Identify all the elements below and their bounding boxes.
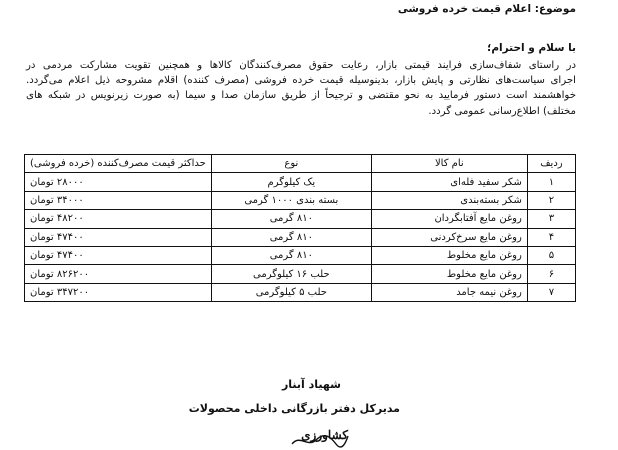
price-table <box>24 154 576 302</box>
product-name: شکر بسته‌بندی <box>371 191 527 209</box>
table-row <box>25 228 576 246</box>
row-number: ۳ <box>527 210 575 228</box>
greeting: با سلام و احترام؛ <box>487 42 576 54</box>
product-price: ۲۸۰۰۰ تومان <box>25 173 212 191</box>
body-line-3: خواهشمند است دستور فرمایید به نحو مقتضی و ترجیحاً از طریق سازمان صدا و سیما (به صورت زیرنویس در شبکه های <box>26 90 576 102</box>
signatory-name: شهیاد آبنار <box>281 378 341 391</box>
product-type: ۸۱۰ گرمی <box>211 210 371 228</box>
signatory-title-continued: کشاورزی <box>301 428 348 442</box>
table-row <box>25 265 576 283</box>
product-name: روغن نیمه جامد <box>371 283 527 301</box>
product-price: ۸۲۶۲۰۰ تومان <box>25 265 212 283</box>
header-row-number: ردیف <box>527 155 575 173</box>
body-line-2: اجرای سیاست‌های نظارتی و پایش بازار، بدینوسیله قیمت خرده فروشی (مصرف کننده) اقلام مشروحه ذیل اعلام می‌گردد. <box>26 75 576 87</box>
product-name: روغن مایع سرخ‌کردنی <box>371 228 527 246</box>
row-number: ۴ <box>527 228 575 246</box>
row-number: ۶ <box>527 265 575 283</box>
product-type: ۸۱۰ گرمی <box>211 246 371 264</box>
header-max-price: حداکثر قیمت مصرف‌کننده (خرده فروشی) <box>25 155 212 173</box>
signatory-title: مدیرکل دفتر بازرگانی داخلی محصولات <box>188 402 400 415</box>
product-name: روغن مایع مخلوط <box>371 265 527 283</box>
row-number: ۱ <box>527 173 575 191</box>
body-line-1: در راستای شفاف‌سازی فرایند قیمتی بازار، رعایت حقوق مصرف‌کنندگان کالاها و همچنین تقویت مشارکت مردمی در <box>26 60 576 71</box>
row-number: ۵ <box>527 246 575 264</box>
table-row <box>25 283 576 301</box>
product-name: روغن مایع آفتابگردان <box>371 210 527 228</box>
product-price: ۴۷۴۰۰ تومان <box>25 228 212 246</box>
product-name: روغن مایع مخلوط <box>371 246 527 264</box>
row-number: ۲ <box>527 191 575 209</box>
table-header-row <box>25 155 576 173</box>
product-price: ۳۴۰۰۰ تومان <box>25 191 212 209</box>
signature-scribble-icon <box>290 432 350 450</box>
subject-line: موضوع: اعلام قیمت خرده فروشی <box>397 3 576 15</box>
product-price: ۴۷۴۰۰ تومان <box>25 246 212 264</box>
header-product-name: نام کالا <box>371 155 527 173</box>
product-name: شکر سفید فله‌ای <box>371 173 527 191</box>
table-row <box>25 210 576 228</box>
product-price: ۳۴۷۲۰۰ تومان <box>25 283 212 301</box>
table-row <box>25 173 576 191</box>
product-type: ۸۱۰ گرمی <box>211 228 371 246</box>
table-row <box>25 191 576 209</box>
product-type: یک کیلوگرم <box>211 173 371 191</box>
product-type: حلب ۱۶ کیلوگرمی <box>211 265 371 283</box>
header-type: نوع <box>211 155 371 173</box>
letter-body <box>26 58 576 119</box>
product-price: ۴۸۲۰۰ تومان <box>25 210 212 228</box>
row-number: ۷ <box>527 283 575 301</box>
table-row <box>25 246 576 264</box>
product-type: بسته بندی ۱۰۰۰ گرمی <box>211 191 371 209</box>
product-type: حلب ۵ کیلوگرمی <box>211 283 371 301</box>
body-line-4: مختلف) اطلاع‌رسانی عمومی گردد. <box>428 105 576 117</box>
